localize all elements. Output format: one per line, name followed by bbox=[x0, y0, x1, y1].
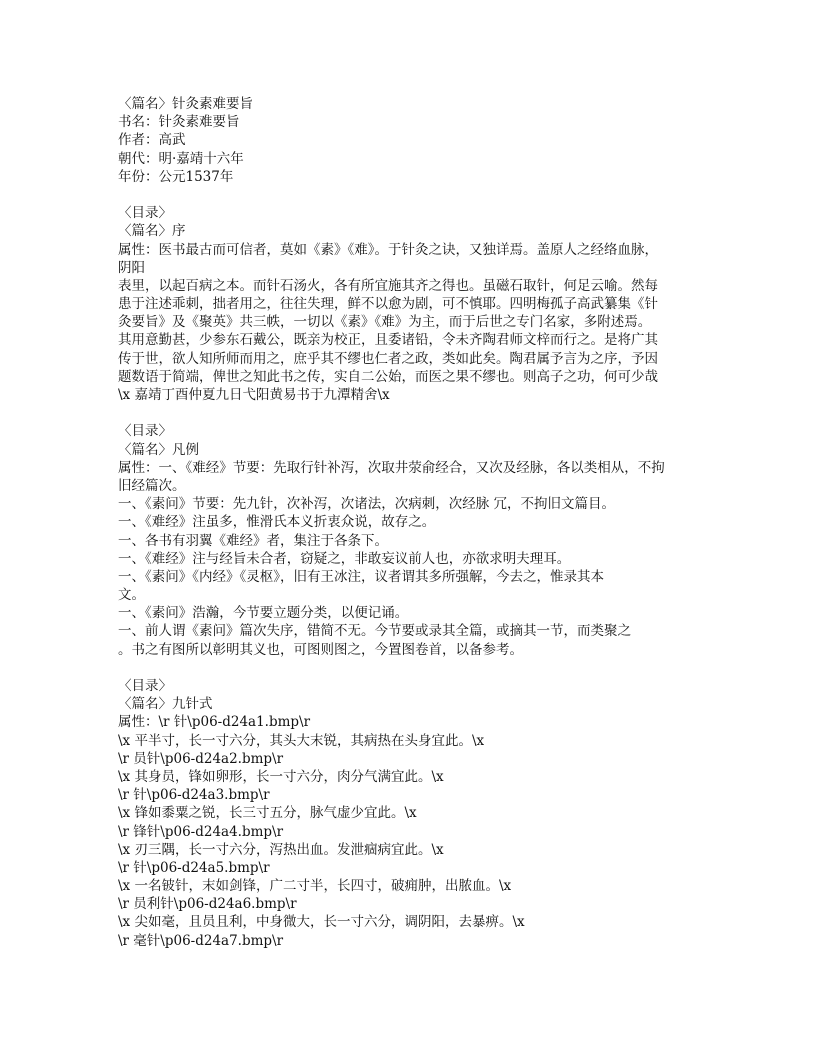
text-line: 〈篇名〉序 bbox=[118, 223, 186, 240]
text-line: 一、《素问》浩瀚，今节要立题分类，以便记诵。 bbox=[118, 605, 409, 622]
blank-line bbox=[118, 659, 718, 677]
text-line: 旧经篇次。 bbox=[118, 477, 186, 494]
text-line: 文。 bbox=[118, 587, 145, 604]
text-line: \x 锋如黍粟之锐，长三寸五分，脉气虚少宜此。\x bbox=[118, 805, 417, 822]
text-line: 朝代：明·嘉靖十六年 bbox=[118, 150, 244, 167]
text-line: 一、《难经》注虽多，惟滑氏本义折衷众说，故存之。 bbox=[118, 514, 436, 531]
text-line: 一、各书有羽翼《难经》者，集注于各条下。 bbox=[118, 532, 388, 549]
blank-line bbox=[118, 404, 718, 422]
text-line: \r 毫针\p06-d24a7.bmp\r bbox=[118, 932, 284, 949]
text-line: 传于世，欲人知所师而用之，庶乎其不缪也仁者之政，类如此矣。陶君属予言为之序，予因 bbox=[118, 350, 658, 367]
text-line: 〈目录〉 bbox=[118, 205, 172, 222]
text-line: 属性：医书最古而可信者，莫如《素》《难》。于针灸之诀，又独详焉。盖原人之经络血脉， bbox=[118, 241, 658, 258]
text-line: 一、《难经》注与经旨未合者，窃疑之，非敢妄议前人也，亦欲求明夫理耳。 bbox=[118, 550, 571, 567]
document-page bbox=[118, 95, 718, 950]
text-line: \r 锋针\p06-d24a4.bmp\r bbox=[118, 823, 284, 840]
text-line: \x 尖如毫，且员且利，中身微大，长一寸六分，调阴阳，去暴痹。\x bbox=[118, 914, 525, 931]
text-line: \x 平半寸，长一寸六分，其头大末锐，其病热在头身宜此。\x bbox=[118, 732, 485, 749]
text-line: 〈目录〉 bbox=[118, 678, 172, 694]
text-line: 〈篇名〉针灸素难要旨 bbox=[118, 96, 253, 112]
text-line: 其用意勤甚，少参东石戴公，既亲为校正，且委诸铅，令未齐陶君师文梓而行之。是将广其 bbox=[118, 332, 658, 349]
text-line: 作者：高武 bbox=[118, 132, 186, 149]
text-line: 〈目录〉 bbox=[118, 423, 172, 440]
text-line: 灸要旨》及《聚英》共三帙，一切以《素》《难》为主，而于后世之专门名家，多附述焉。 bbox=[118, 314, 652, 331]
text-line: 一、《素问》节要：先九针，次补泻，次诸法，次病刺，次经脉 冗，不拘旧文篇目。 bbox=[118, 496, 616, 513]
text-line: \r 针\p06-d24a5.bmp\r bbox=[118, 859, 270, 876]
text-line: \x 其身员，锋如卵形，长一寸六分，肉分气满宜此。\x bbox=[118, 768, 444, 785]
text-line: \r 员针\p06-d24a2.bmp\r bbox=[118, 750, 284, 767]
blank-line bbox=[118, 186, 718, 204]
text-line: 阴阳 bbox=[118, 259, 145, 276]
text-line: 。书之有图所以彰明其义也，可图则图之，今置图卷首，以备参考。 bbox=[118, 641, 523, 658]
text-line: \r 针\p06-d24a3.bmp\r bbox=[118, 787, 270, 804]
text-line: 书名：针灸素难要旨 bbox=[118, 114, 240, 131]
text-line: 题数语于简端，俾世之知此书之传，实自二公始，而医之果不缪也。则高子之功，何可少哉 bbox=[118, 368, 658, 385]
text-line: \x 嘉靖丁酉仲夏九日弋阳黄易书于九潭精舍\x bbox=[118, 387, 390, 403]
text-line: 属性：\r 针\p06-d24a1.bmp\r bbox=[118, 714, 311, 731]
text-line: 〈篇名〉九针式 bbox=[118, 696, 213, 713]
text-line: \x 刃三隅，长一寸六分，泻热出血。发泄痼病宜此。\x bbox=[118, 841, 444, 858]
text-line: 表里，以起百病之本。而针石汤火，各有所宜施其齐之得也。虽磁石取针，何足云喻。然每 bbox=[118, 277, 658, 294]
text-line: \x 一名铍针，末如剑锋，广二寸半，长四寸，破痈肿，出脓血。\x bbox=[118, 878, 512, 895]
text-line: 〈篇名〉凡例 bbox=[118, 441, 199, 458]
text-line: 一、《素问》《内经》《灵枢》，旧有王冰注，议者谓其多所强解，今去之，惟录其本 bbox=[118, 568, 604, 585]
text-line: 年份：公元1537年 bbox=[118, 168, 234, 185]
text-line: 属性：一、《难经》节要：先取行针补泻，次取井荥俞经合，又次及经脉，各以类相从，不拘 bbox=[118, 459, 665, 476]
text-line: 患于注述乖刺，拙者用之，往往失理，鲜不以愈为剧，可不慎耶。四明梅孤子高武纂集《针 bbox=[118, 296, 658, 313]
text-line: \r 员利针\p06-d24a6.bmp\r bbox=[118, 896, 297, 913]
text-line: 一、前人谓《素问》篇次失序，错简不无。今节要或录其全篇，或摘其一节，而类聚之 bbox=[118, 623, 631, 640]
